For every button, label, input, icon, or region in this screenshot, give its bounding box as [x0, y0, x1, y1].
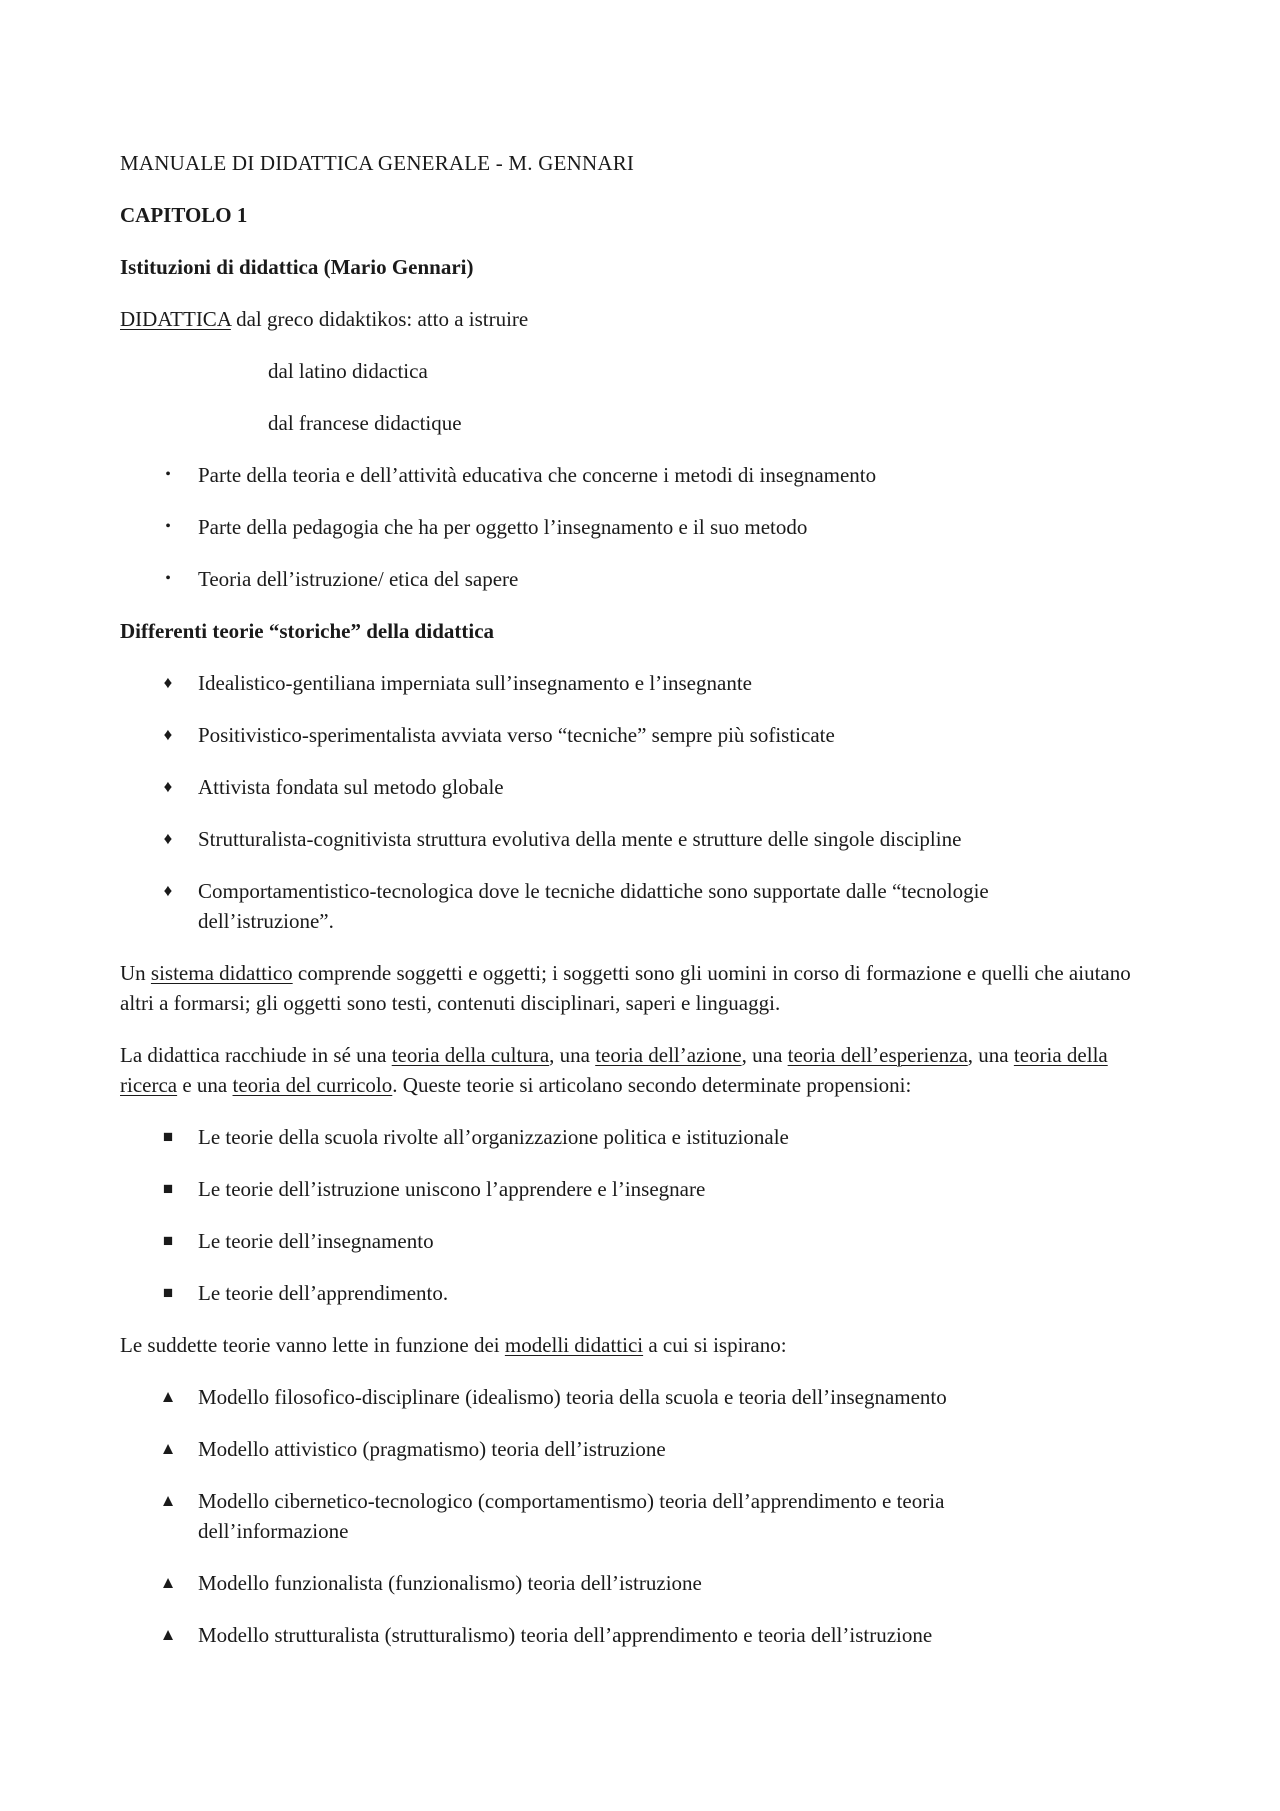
- list-item: [120, 1122, 1160, 1152]
- square-bullet-icon: ■: [162, 1283, 174, 1302]
- list-item: [120, 1568, 1160, 1598]
- system-paragraph: [120, 958, 1160, 1018]
- list-item: [120, 1434, 1160, 1464]
- square-bullet-icon: ■: [162, 1231, 174, 1250]
- list-item: [120, 564, 1160, 594]
- definitions-list: [120, 460, 1160, 594]
- etymology-greek: [120, 304, 1160, 334]
- propensions-list: [120, 1122, 1160, 1308]
- etymology-term: DIDATTICA: [120, 307, 231, 331]
- list-item-text: Le teorie dell’insegnamento: [198, 1229, 434, 1253]
- square-bullet-icon: ■: [162, 1179, 174, 1198]
- list-item-text: Idealistico-gentiliana imperniata sull’insegnamento e l’insegnante: [198, 671, 752, 695]
- list-item: [120, 824, 1160, 854]
- triangle-bullet-icon: ▲: [159, 1625, 177, 1644]
- list-item: [120, 460, 1160, 490]
- list-item-text: Strutturalista-cognitivista struttura evolutiva della mente e strutture delle singole discipline: [198, 827, 962, 851]
- list-item-text: Le teorie della scuola rivolte all’organizzazione politica e istituzionale: [198, 1125, 789, 1149]
- bullet-icon: •: [165, 518, 171, 535]
- list-item-text: Positivistico-sperimentalista avviata verso “tecniche” sempre più sofisticate: [198, 723, 835, 747]
- list-item-text: Parte della teoria e dell’attività educativa che concerne i metodi di insegnamento: [198, 463, 877, 487]
- models-list: [120, 1382, 1160, 1650]
- paragraph-text: . Queste teorie si articolano secondo determinate propensioni:: [392, 1073, 912, 1097]
- list-item-text: Modello attivistico (pragmatismo) teoria dell’istruzione: [198, 1437, 666, 1461]
- list-item-text: Modello filosofico-disciplinare (idealismo) teoria della scuola e teoria dell’insegnamento: [198, 1385, 947, 1409]
- list-item-text: Le teorie dell’apprendimento.: [198, 1281, 449, 1305]
- paragraph-text: , una: [741, 1043, 788, 1067]
- underlined-term: teoria dell’esperienza: [787, 1043, 968, 1067]
- diamond-bullet-icon: ♦: [163, 725, 173, 744]
- historical-theories-list: [120, 668, 1160, 936]
- document-title: MANUALE DI DIDATTICA GENERALE - M. GENNARI: [120, 151, 635, 175]
- underlined-term: sistema didattico: [150, 961, 293, 985]
- list-item-text: Modello strutturalista (strutturalismo) teoria dell’apprendimento e teoria dell’istruzione: [198, 1623, 933, 1647]
- diamond-bullet-icon: ♦: [163, 777, 173, 796]
- list-item-text: Teoria dell’istruzione/ etica del sapere: [198, 567, 519, 591]
- underlined-term: teoria della cultura: [391, 1043, 550, 1067]
- etymology-french: dal francese didactique: [268, 411, 462, 435]
- paragraph-text: Un: [120, 961, 151, 985]
- list-item: [120, 1278, 1160, 1308]
- list-item-text: Parte della pedagogia che ha per oggetto l’insegnamento e il suo metodo: [198, 515, 808, 539]
- list-item: [120, 1382, 1160, 1412]
- underlined-term: teoria della ricerca: [120, 1043, 1108, 1097]
- square-bullet-icon: ■: [162, 1127, 174, 1146]
- list-item: [120, 876, 1160, 936]
- list-item-text: Modello funzionalista (funzionalismo) teoria dell’istruzione: [198, 1571, 702, 1595]
- list-item: [120, 1620, 1160, 1650]
- chapter-heading: CAPITOLO 1: [120, 203, 248, 227]
- section-subtitle: Istituzioni di didattica (Mario Gennari): [120, 255, 474, 279]
- paragraph-text: Le suddette teorie vanno lette in funzione dei: [120, 1333, 505, 1357]
- etymology-greek-text: dal greco didaktikos: atto a istruire: [230, 307, 529, 331]
- underlined-term: modelli didattici: [504, 1333, 644, 1357]
- etymology-latin: dal latino didactica: [268, 359, 428, 383]
- triangle-bullet-icon: ▲: [159, 1573, 177, 1592]
- triangle-bullet-icon: ▲: [159, 1439, 177, 1458]
- bullet-icon: •: [165, 570, 171, 587]
- list-item: [120, 1174, 1160, 1204]
- theories-paragraph: [120, 1040, 1160, 1100]
- paragraph-text: a cui si ispirano:: [643, 1333, 787, 1357]
- models-paragraph: [120, 1330, 1160, 1360]
- paragraph-text: , una: [549, 1043, 596, 1067]
- diamond-bullet-icon: ♦: [163, 829, 173, 848]
- list-item-text: Comportamentistico-tecnologica dove le tecniche didattiche sono supportate dalle “tecnologie dell’istruzione”.: [198, 879, 989, 933]
- triangle-bullet-icon: ▲: [159, 1491, 177, 1510]
- list-item: [120, 1226, 1160, 1256]
- list-item: [120, 668, 1160, 698]
- list-item-text: Le teorie dell’istruzione uniscono l’apprendere e l’insegnare: [198, 1177, 706, 1201]
- diamond-bullet-icon: ♦: [163, 673, 173, 692]
- underlined-term: teoria dell’azione: [595, 1043, 742, 1067]
- paragraph-text: La didattica racchiude in sé una: [120, 1043, 392, 1067]
- paragraph-text: e una: [177, 1073, 233, 1097]
- list-item: [120, 720, 1160, 750]
- triangle-bullet-icon: ▲: [159, 1387, 177, 1406]
- document-page: [120, 148, 1160, 1672]
- list-item: [120, 512, 1160, 542]
- list-item: [120, 772, 1160, 802]
- paragraph-text: , una: [967, 1043, 1014, 1067]
- paragraph-text: comprende soggetti e oggetti; i soggetti sono gli uomini in corso di formazione e quelli che aiutano altri a formarsi; gli oggetti sono testi, contenuti disciplinari, saperi e linguaggi.: [120, 961, 1131, 1015]
- list-item-text: Attivista fondata sul metodo globale: [198, 775, 504, 799]
- underlined-term: teoria del curricolo: [232, 1073, 393, 1097]
- list-item-text: Modello cibernetico-tecnologico (comportamentismo) teoria dell’apprendimento e teoria dell’informazione: [198, 1489, 945, 1543]
- bullet-icon: •: [165, 466, 171, 483]
- historical-heading: Differenti teorie “storiche” della didattica: [120, 619, 495, 643]
- diamond-bullet-icon: ♦: [163, 881, 173, 900]
- list-item: [120, 1486, 1160, 1546]
